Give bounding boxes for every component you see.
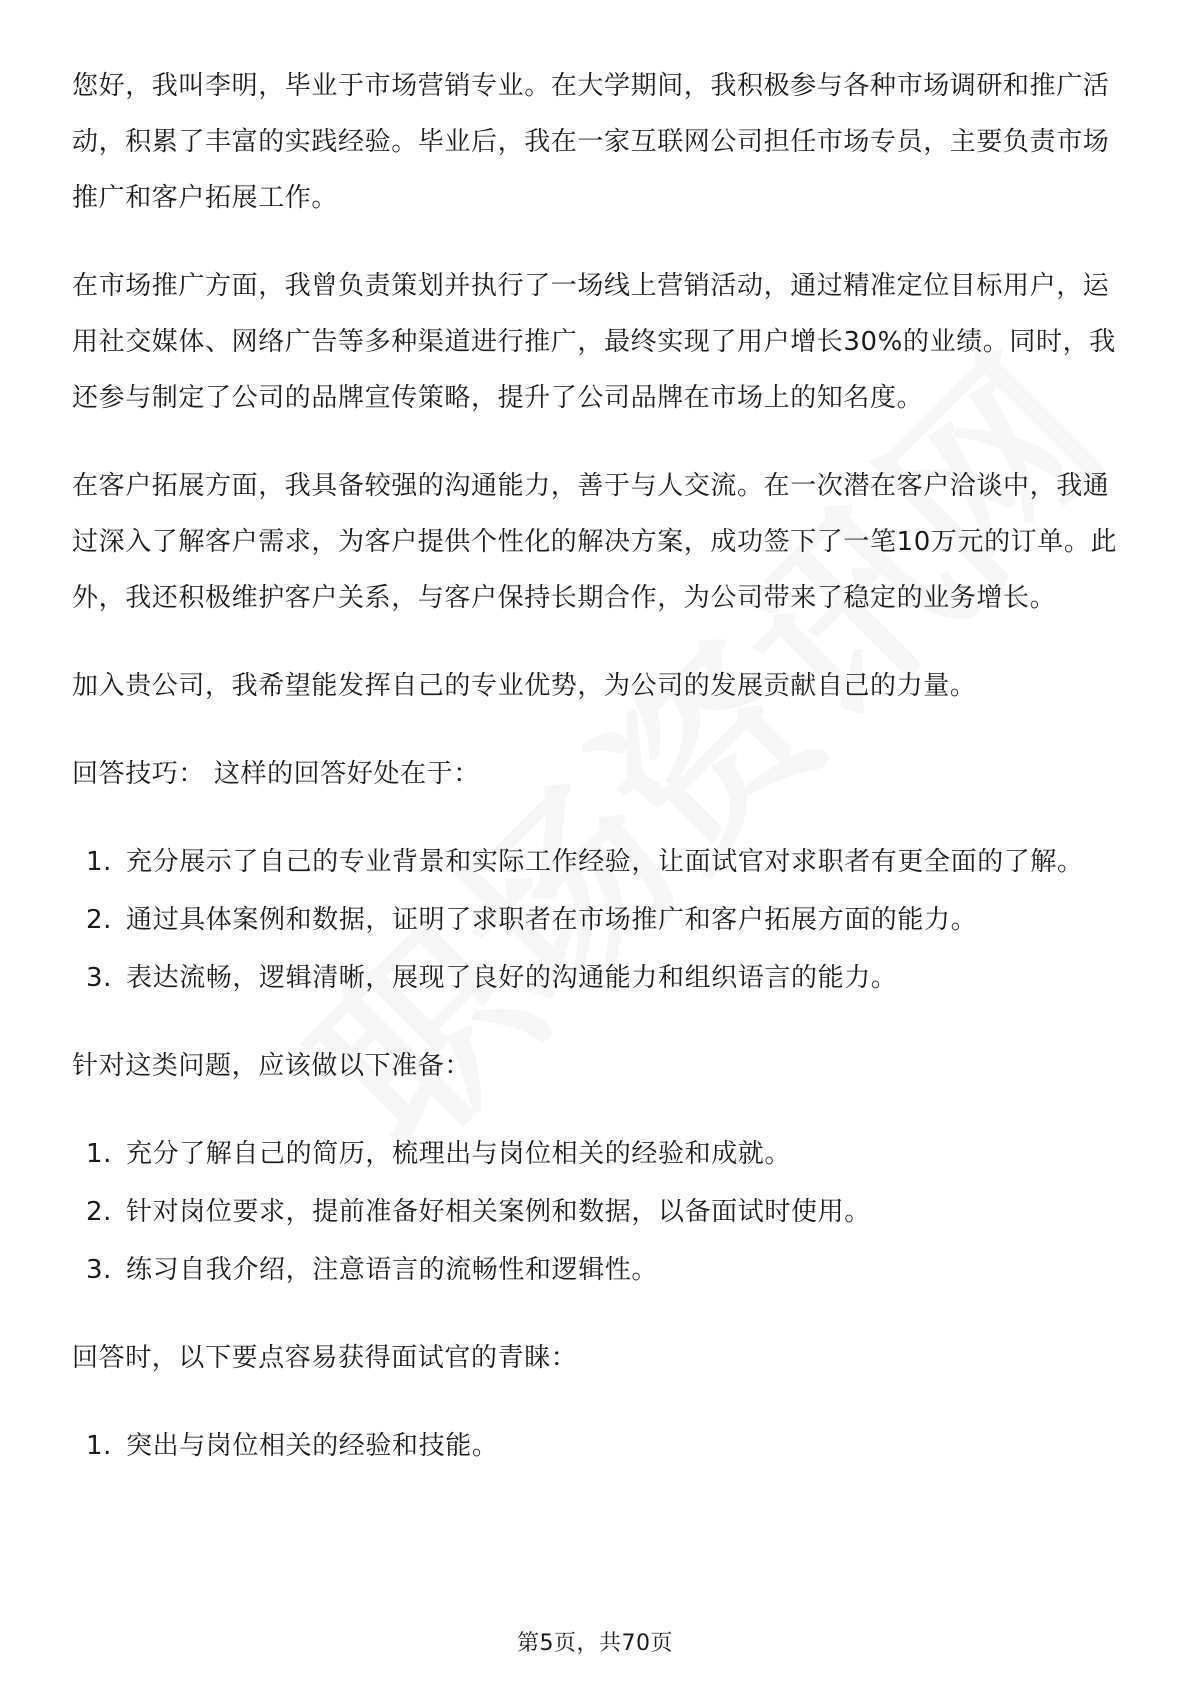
- list-item: [72, 1242, 1122, 1298]
- prep-heading: 针对这类问题，应该做以下准备：: [72, 1051, 472, 1081]
- list-number: 1.: [86, 1431, 113, 1461]
- list-item: [72, 892, 1122, 948]
- tips-list: [72, 834, 1122, 1006]
- tips-heading: 回答技巧： 这样的回答好处在于：: [72, 759, 480, 789]
- list-item: [72, 950, 1122, 1006]
- page-content: [72, 58, 1122, 1506]
- list-text: 表达流畅，逻辑清晰，展现了良好的沟通能力和组织语言的能力。: [126, 963, 898, 993]
- list-item: [72, 1126, 1122, 1182]
- list-number: 2.: [86, 1197, 113, 1227]
- list-number: 1.: [86, 847, 113, 877]
- prep-list: [72, 1126, 1122, 1298]
- list-number: 2.: [86, 905, 113, 935]
- intro-paragraph-2: 在市场推广方面，我曾负责策划并执行了一场线上营销活动，通过精准定位目标用户，运用社交媒体、网络广告等多种渠道进行推广，最终实现了用户增长30%的业绩。同时，我还参与制定了公司的品牌宣传策略，提升了公司品牌在市场上的知名度。: [72, 271, 1116, 413]
- list-number: 1.: [86, 1139, 113, 1169]
- list-text: 通过具体案例和数据，证明了求职者在市场推广和客户拓展方面的能力。: [126, 905, 978, 935]
- list-text: 针对岗位要求，提前准备好相关案例和数据，以备面试时使用。: [126, 1197, 871, 1227]
- list-item: [72, 834, 1122, 890]
- intro-paragraph-3: 在客户拓展方面，我具备较强的沟通能力，善于与人交流。在一次潜在客户洽谈中，我通过深入了解客户需求，为客户提供个性化的解决方案，成功签下了一笔10万元的订单。此外，我还积极维护客户关系，与客户保持长期合作，为公司带来了稳定的业务增长。: [72, 471, 1118, 613]
- list-text: 充分了解自己的简历，梳理出与岗位相关的经验和成就。: [126, 1139, 792, 1169]
- list-text: 练习自我介绍，注意语言的流畅性和逻辑性。: [126, 1255, 659, 1285]
- list-text: 突出与岗位相关的经验和技能。: [126, 1431, 499, 1461]
- points-heading: 回答时，以下要点容易获得面试官的青睐：: [72, 1343, 578, 1373]
- list-item: [72, 1418, 1122, 1474]
- list-number: 3.: [86, 1255, 113, 1285]
- intro-paragraph-4: 加入贵公司，我希望能发挥自己的专业优势，为公司的发展贡献自己的力量。: [72, 671, 977, 701]
- page-number-footer: 第5页，共70页: [517, 1631, 673, 1656]
- list-text: 充分展示了自己的专业背景和实际工作经验，让面试官对求职者有更全面的了解。: [126, 847, 1084, 877]
- list-number: 3.: [86, 963, 113, 993]
- list-item: [72, 1184, 1122, 1240]
- intro-paragraph-1: 您好，我叫李明，毕业于市场营销专业。在大学期间，我积极参与各种市场调研和推广活动，积累了丰富的实践经验。毕业后，我在一家互联网公司担任市场专员，主要负责市场推广和客户拓展工作。: [72, 71, 1110, 213]
- points-list: [72, 1418, 1122, 1474]
